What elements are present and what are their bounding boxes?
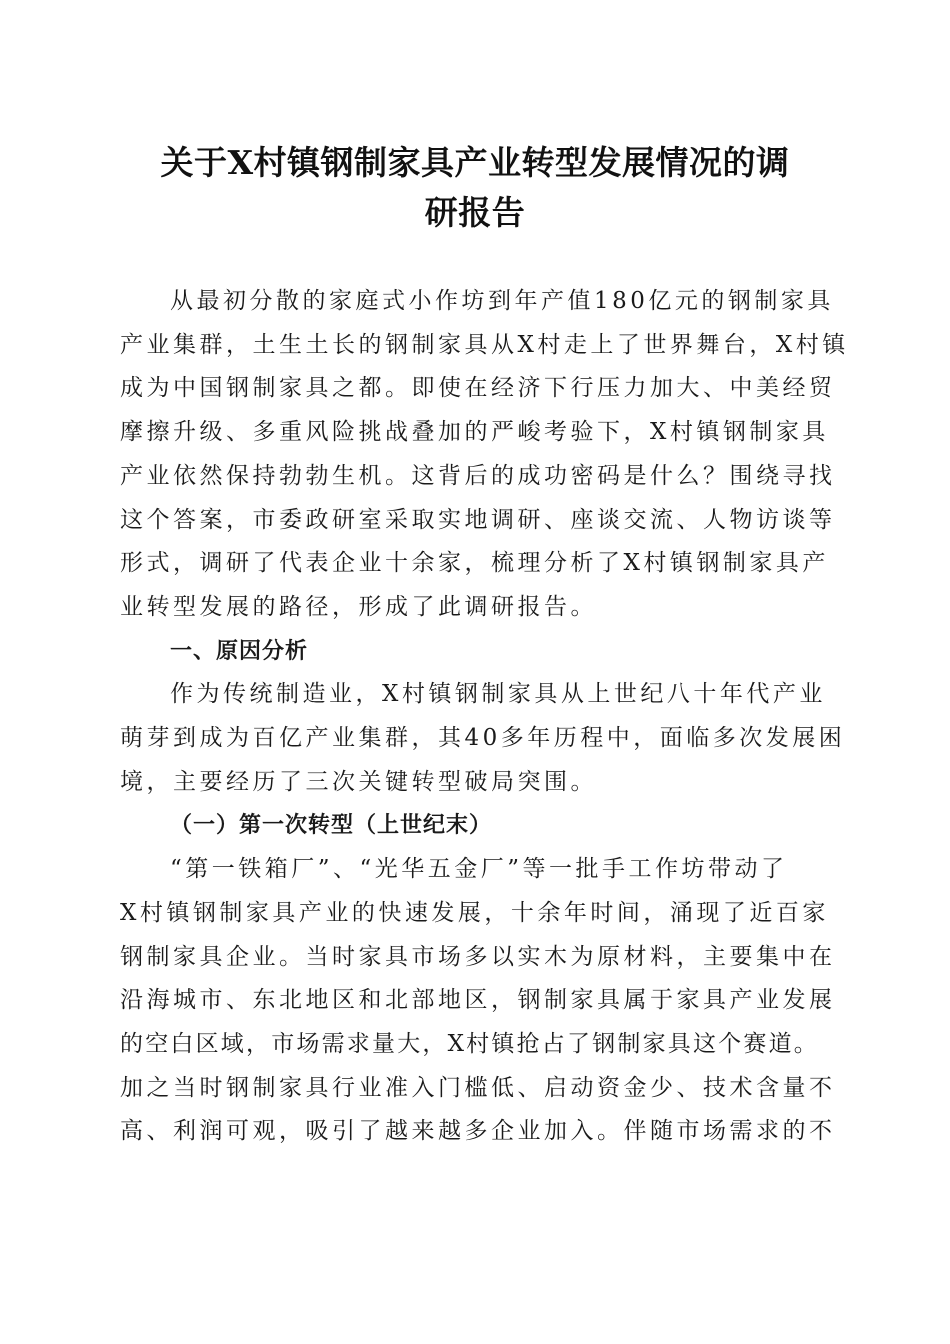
subsection1-line: 沿海城市、东北地区和北部地区，钢制家具属于家具产业发展 [120,987,836,1014]
subsection1-line: “第一铁箱厂”、“光华五金厂”等一批手工作坊带动了 [170,856,788,883]
intro-line: 产业集群，土生土长的钢制家具从X村走上了世界舞台，X村镇 [120,331,849,358]
title-line-1: 关于X村镇钢制家具产业转型发展情况的调 [160,143,790,182]
subsection1-line: 的空白区域，市场需求量大，X村镇抢占了钢制家具这个赛道。 [120,1030,819,1057]
document-title [110,138,840,238]
document-body [120,280,849,1154]
subsection1-line: 高、利润可观，吸引了越来越多企业加入。伴随市场需求的不 [120,1118,836,1145]
intro-line: 这个答案，市委政研室采取实地调研、座谈交流、人物访谈等 [120,506,836,533]
section1-line: 萌芽到成为百亿产业集群，其40多年历程中，面临多次发展困 [120,725,846,752]
section1-line: 作为传统制造业，X村镇钢制家具从上世纪八十年代产业 [170,681,826,708]
subsection-heading-first-transformation: （一）第一次转型（上世纪末） [170,812,493,839]
intro-line: 从最初分散的家庭式小作坊到年产值180亿元的钢制家具 [170,288,834,314]
intro-line: 产业依然保持勃勃生机。这背后的成功密码是什么？围绕寻找 [120,462,836,489]
title-line-2: 研报告 [424,193,526,232]
intro-paragraph [120,280,849,630]
intro-line: 成为中国钢制家具之都。即使在经济下行压力加大、中美经贸 [120,375,836,402]
intro-line: 摩擦升级、多重风险挑战叠加的严峻考验下，X村镇钢制家具 [120,419,829,446]
section1-line: 境，主要经历了三次关键转型破局突围。 [120,768,597,795]
section-heading-cause-analysis: 一、原因分析 [170,638,309,664]
section1-paragraph [120,673,846,804]
subsection1-line: X村镇钢制家具产业的快速发展，十余年时间，涌现了近百家 [120,899,829,926]
subsection1-line: 加之当时钢制家具行业准入门槛低、启动资金少、技术含量不 [120,1074,836,1101]
intro-line: 形式，调研了代表企业十余家，梳理分析了X村镇钢制家具产 [120,550,829,577]
subsection1-paragraph [120,848,840,1154]
subsection1-line: 钢制家具企业。当时家具市场多以实木为原材料，主要集中在 [120,943,836,970]
intro-line: 业转型发展的路径，形成了此调研报告。 [120,593,597,620]
